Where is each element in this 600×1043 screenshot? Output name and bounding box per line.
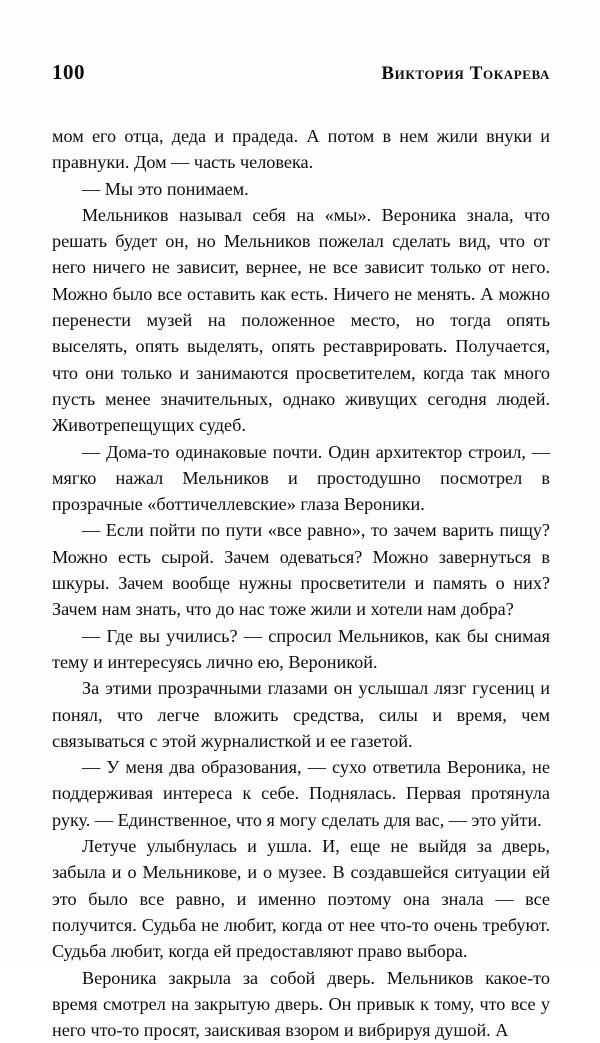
- paragraph: мом его отца, деда и прадеда. А потом в нем жили внуки и правнуки. Дом — часть человека.: [52, 123, 550, 176]
- page-content-area: [52, 60, 550, 1043]
- author-name: Виктория Токарева: [381, 63, 550, 85]
- running-head: [52, 60, 550, 85]
- paragraph: — У меня два образования, — сухо ответила Вероника, не поддерживая интереса к себе. Поднялась. Первая протянула руку. — Единственное, что я могу сделать для вас, — это уйти.: [52, 754, 550, 833]
- paragraph: Летуче улыбнулась и ушла. И, еще не выйдя за дверь, забыла и о Мельникове, и о музее. В создавшейся ситуации ей это было все равно, и именно поэтому она знала — все получится. Судьба не любит, когда от нее что-то очень требуют. Судьба любит, когда ей предоставляют право выбора.: [52, 833, 550, 964]
- paragraph: За этими прозрачными глазами он услышал лязг гусениц и понял, что легче вложить средства, силы и время, чем связываться с этой журналисткой и ее газетой.: [52, 675, 550, 754]
- paragraph: — Если пойти по пути «все равно», то зачем варить пищу? Можно есть сырой. Зачем одеваться? Можно завернуться в шкуры. Зачем вообще нужны просветители и память о них? Зачем нам знать, что до нас тоже жили и хотели нам добра?: [52, 517, 550, 622]
- paragraph: — Дома-то одинаковые почти. Один архитектор строил, — мягко нажал Мельников и простодушно посмотрел в прозрачные «боттичеллевские» глаза Вероники.: [52, 439, 550, 518]
- paragraph: — Где вы учились? — спросил Мельников, как бы снимая тему и интересуясь лично ею, Вероникой.: [52, 623, 550, 676]
- paragraph: Мельников называл себя на «мы». Вероника знала, что решать будет он, но Мельников пожелал сделать вид, что от него ничего не зависит, вернее, не все зависит только от него. Можно было все оставить как есть. Ничего не менять. А можно перенести музей на положенное место, но тогда опять выселять, опять выделять, опять реставрировать. Получается, что они только и занимаются просветителем, когда так много пусть менее значительных, однако живущих сегодня людей. Животрепещущих судеб.: [52, 202, 550, 439]
- body-text: [52, 123, 550, 1043]
- paragraph: — Мы это понимаем.: [52, 176, 550, 202]
- paragraph: Вероника закрыла за собой дверь. Мельников какое-то время смотрел на закрытую дверь. Он привык к тому, что все у него что-то просят, заискивая взором и вибрируя душой. А: [52, 965, 550, 1043]
- page-number: 100: [52, 60, 85, 85]
